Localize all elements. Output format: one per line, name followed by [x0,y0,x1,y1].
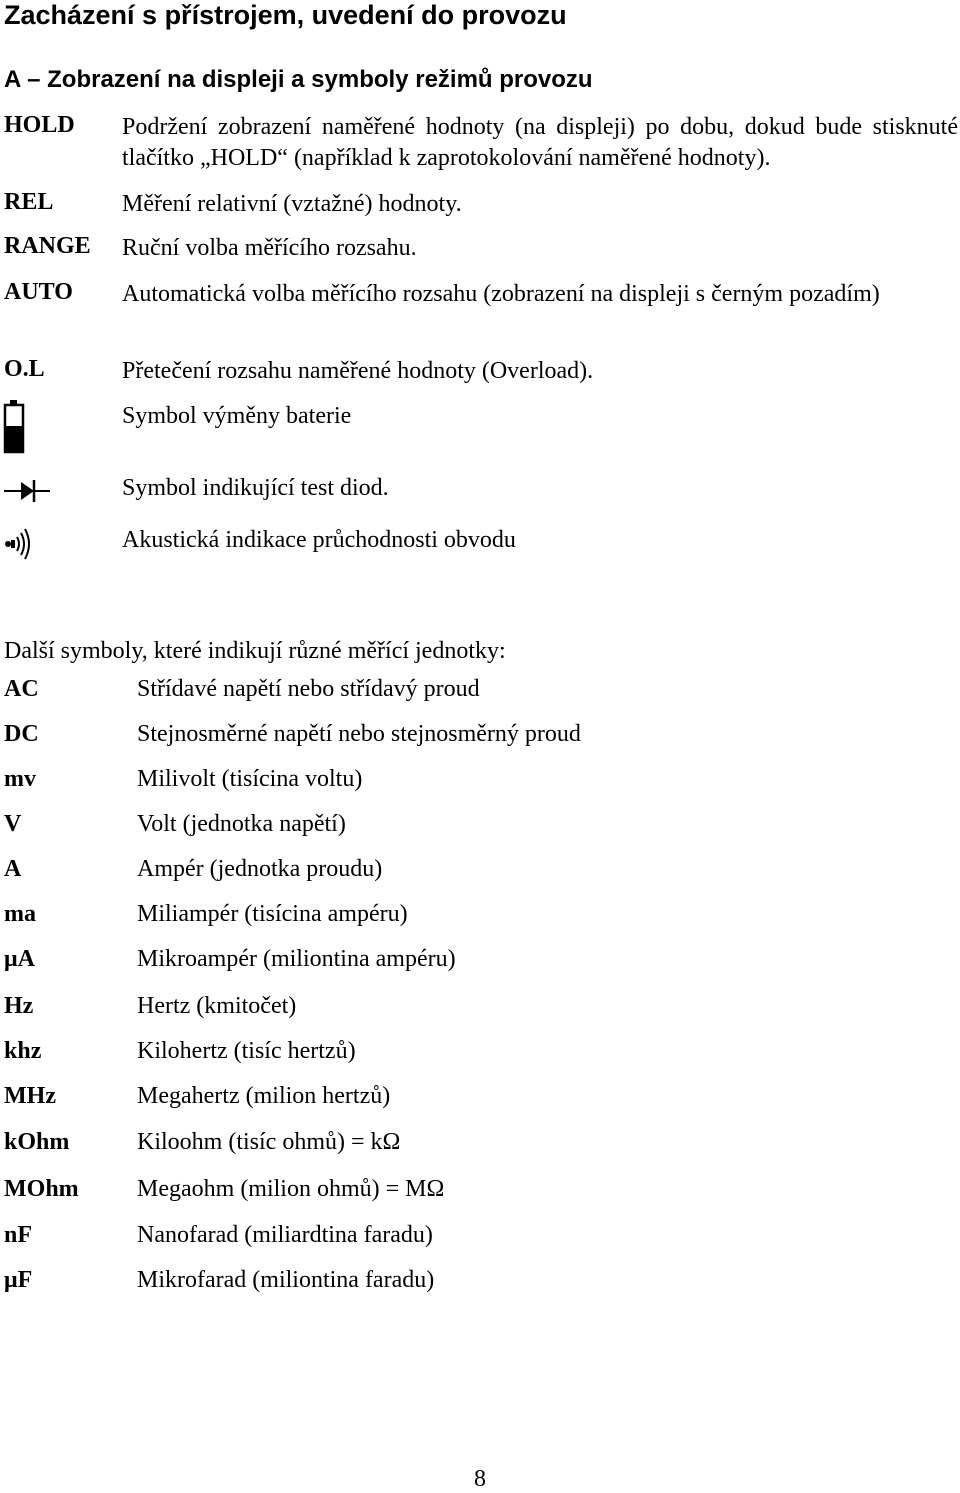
mode-term-hold: HOLD [4,112,75,138]
unit-desc: Megahertz (milion hertzů) [137,1083,391,1109]
unit-term: Hz [4,993,34,1019]
unit-term: MHz [4,1083,56,1109]
unit-term: μF [4,1267,33,1293]
unit-desc: Volt (jednotka napětí) [137,811,346,837]
mode-term-range: RANGE [4,233,91,259]
mode-term-rel: REL [4,189,54,215]
page-number: 8 [474,1466,486,1492]
symbol-desc-continuity: Akustická indikace průchodnosti obvodu [122,527,516,553]
unit-desc: Milivolt (tisícina voltu) [137,766,363,792]
section-a-title: A – Zobrazení na displeji a symboly režimů provozu [4,66,593,93]
unit-desc: Ampér (jednotka proudu) [137,856,383,882]
mode-desc-auto: Automatická volba měřícího rozsahu (zobrazení na displeji s černým pozadím) [122,281,880,307]
diode-icon [4,476,50,511]
mode-term-ol: O.L [4,356,45,382]
unit-term: A [4,856,22,882]
unit-desc: Nanofarad (miliardtina faradu) [137,1222,433,1248]
unit-desc: Hertz (kmitočet) [137,993,297,1019]
unit-term: DC [4,721,39,747]
unit-term: mv [4,766,36,792]
unit-desc: Kiloohm (tisíc ohmů) = kΩ [137,1129,401,1155]
mode-desc-rel: Měření relativní (vztažné) hodnoty. [122,191,462,217]
page-heading: Zacházení s přístrojem, uvedení do provozu [4,0,567,30]
unit-desc: Mikrofarad (miliontina faradu) [137,1267,435,1293]
units-intro: Další symboly, které indikují různé měřící jednotky: [4,638,506,664]
unit-desc: Stejnosměrné napětí nebo stejnosměrný proud [137,721,581,747]
unit-term: nF [4,1222,33,1248]
unit-desc: Střídavé napětí nebo střídavý proud [137,676,480,702]
mode-term-auto: AUTO [4,279,73,305]
unit-desc: Megaohm (milion ohmů) = MΩ [137,1176,445,1202]
symbol-desc-diode: Symbol indikující test diod. [122,475,389,501]
unit-term: kOhm [4,1129,70,1155]
mode-desc-range: Ruční volba měřícího rozsahu. [122,235,417,261]
unit-term: AC [4,676,39,702]
continuity-sound-icon [4,526,34,567]
unit-desc: Mikroampér (miliontina ampéru) [137,946,456,972]
symbol-desc-battery: Symbol výměny baterie [122,403,352,429]
unit-term: khz [4,1038,42,1064]
mode-desc-hold: Podržení zobrazení naměřené hodnoty (na displeji) po dobu, dokud bude stisknuté tlačítko „HOLD“ (například k zaprotokolování naměřené hodnoty). [122,114,958,171]
unit-term: V [4,811,22,837]
mode-desc-ol: Přetečení rozsahu naměřené hodnoty (Overload). [122,358,594,384]
unit-term: ma [4,901,36,927]
unit-desc: Kilohertz (tisíc hertzů) [137,1038,356,1064]
unit-desc: Miliampér (tisícina ampéru) [137,901,408,927]
unit-term: μA [4,946,35,972]
battery-icon [2,398,26,461]
unit-term: MOhm [4,1176,79,1202]
